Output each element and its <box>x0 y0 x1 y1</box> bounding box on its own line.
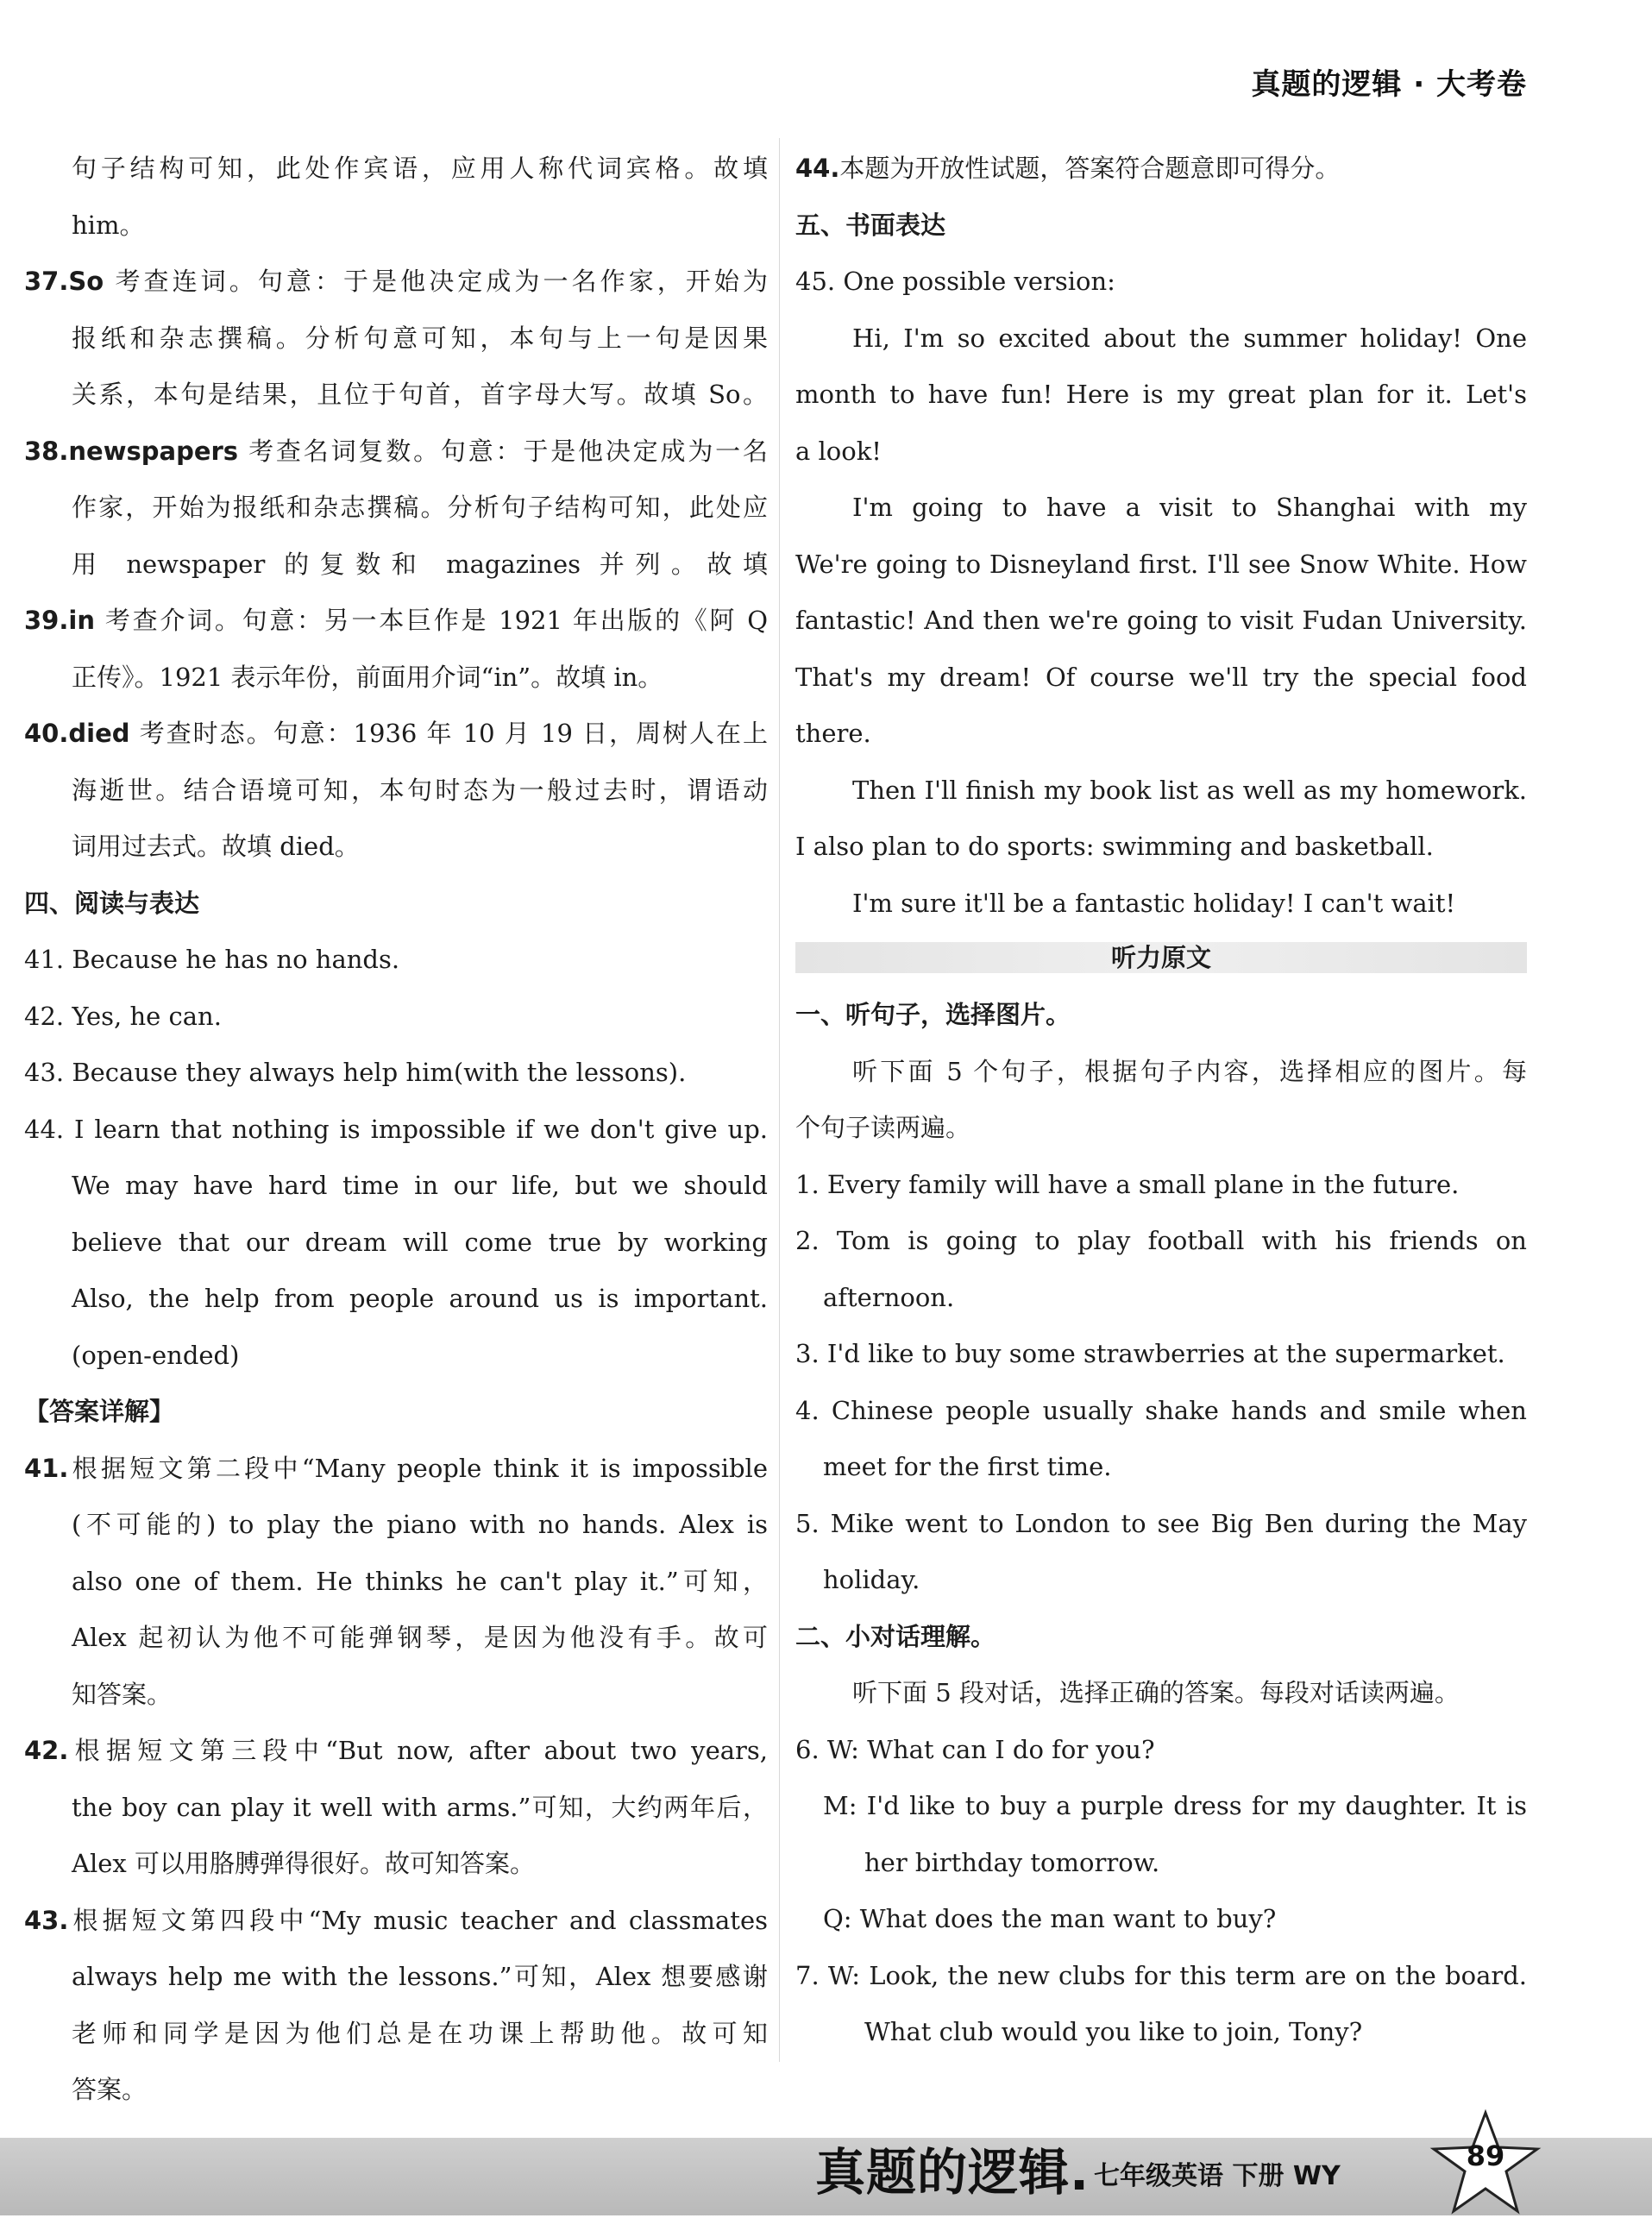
instruction-line: 听下面 5 段对话，选择正确的答案。每段对话读两遍。 <box>852 1678 1460 1707</box>
dialogue-6-w: 6. W: What can I do for you? <box>795 1734 1155 1764</box>
dialogue-6-q: Q: What does the man want to buy? <box>823 1904 1277 1933</box>
text-line: (不可能的) to play the piano with no hands. Alex is <box>72 1510 768 1539</box>
essay-line: I'm sure it'll be a fantastic holiday! I can't wait! <box>852 888 1456 918</box>
answer-42: 42. Yes, he can. <box>24 1001 222 1031</box>
text-line: Alex 起初认为他不可能弹钢琴，是因为他没有手。故可 <box>72 1623 768 1652</box>
text-line: (open-ended) <box>72 1340 240 1370</box>
text-line: 海逝世。结合语境可知，本句时态为一般过去时，谓语动 <box>72 775 768 805</box>
explanation-43: 43.根据短文第四段中“My music teacher and classmates <box>24 1905 768 1935</box>
column-divider <box>779 138 780 2062</box>
text-line: 答案。 <box>72 2075 148 2104</box>
dialogue-7-w: 7. W: Look, the new clubs for this term are on the board. <box>795 1960 1527 1990</box>
instruction-line: 个句子读两遍。 <box>795 1113 971 1142</box>
text-line: What club would you like to join, Tony? <box>864 2017 1363 2046</box>
essay-line: Hi, I'm so excited about the summer holiday! One <box>852 323 1527 353</box>
text-line: 正传》。1921 表示年份，前面用介词“in”。故填 in。 <box>72 662 663 692</box>
text-line: 关系，本句是结果，且位于句首，首字母大写。故填 So。 <box>72 380 768 409</box>
left-column <box>24 141 768 2119</box>
sentence-2: 2. Tom is going to play football with his friends on <box>795 1226 1527 1255</box>
answer-44: 44. I learn that nothing is impossible if we don't give up. <box>24 1114 768 1144</box>
essay-line: a look! <box>795 436 882 466</box>
text-line: also one of them. He thinks he can't play it.”可知， <box>72 1566 768 1596</box>
instruction-line: 听下面 5 个句子，根据句子内容，选择相应的图片。每 <box>852 1056 1527 1086</box>
text-line: afternoon. <box>823 1282 955 1312</box>
essay-line: I also plan to do sports: swimming and basketball. <box>795 832 1434 861</box>
answer-45-intro: 45. One possible version: <box>795 267 1115 296</box>
text-line: always help me with the lessons.”可知，Alex 想要感谢 <box>72 1962 768 1991</box>
text-line: 词用过去式。故填 died。 <box>72 832 360 861</box>
text-line: Also, the help from people around us is important. <box>72 1284 768 1313</box>
text-line: believe that our dream will come true by working <box>72 1227 768 1257</box>
text-line: 老师和同学是因为他们总是在功课上帮助他。故可知 <box>72 2018 768 2048</box>
essay-line: there. <box>795 719 871 748</box>
answer-38: 38.newspapers 考查名词复数。句意：于是他决定成为一名 <box>24 436 768 466</box>
right-column <box>795 141 1527 2061</box>
dialogue-6-m: M: I'd like to buy a purple dress for my daughter. It is <box>823 1791 1527 1820</box>
explanation-42: 42.根据短文第三段中“But now, after about two years, <box>24 1736 768 1765</box>
text-line: 报纸和杂志撰稿。分析句意可知，本句与上一句是因果 <box>72 323 768 353</box>
text-line: We may have hard time in our life, but we should <box>72 1171 768 1200</box>
text-line: holiday. <box>823 1565 920 1594</box>
essay-line: Then I'll finish my book list as well as my homework. <box>852 775 1527 805</box>
essay-line: That's my dream! Of course we'll try the special food <box>795 662 1527 692</box>
text-line: meet for the first time. <box>823 1452 1112 1481</box>
text-line: 用 newspaper 的复数和 magazines 并列。故填 <box>72 549 768 579</box>
answer-37: 37.So 考查连词。句意：于是他决定成为一名作家，开始为 <box>24 267 768 296</box>
text-line: 句子结构可知，此处作宾语，应用人称代词宾格。故填 <box>72 154 768 183</box>
text-line: 作家，开始为报纸和杂志撰稿。分析句子结构可知，此处应 <box>72 493 768 522</box>
explanation-41: 41.根据短文第二段中“Many people think it is impossible <box>24 1453 768 1483</box>
text-line: Alex 可以用胳膊弹得很好。故可知答案。 <box>72 1849 535 1878</box>
answer-40: 40.died 考查时态。句意：1936 年 10 月 19 日，周树人在上 <box>24 719 768 748</box>
text-line: the boy can play it well with arms.”可知，大约两年后， <box>72 1792 768 1822</box>
explanation-heading: 【答案详解】 <box>24 1397 175 1426</box>
answer-39: 39.in 考查介词。句意：另一本巨作是 1921 年出版的《阿 Q <box>24 606 768 635</box>
text-line: her birthday tomorrow. <box>864 1847 1160 1877</box>
essay-line: I'm going to have a visit to Shanghai with my <box>852 493 1527 522</box>
answer-41: 41. Because he has no hands. <box>24 945 400 974</box>
running-header: 真题的逻辑 · 大考卷 <box>1251 67 1527 102</box>
sentence-1: 1. Every family will have a small plane in the future. <box>795 1169 1460 1199</box>
text-line: 知答案。 <box>72 1679 173 1709</box>
essay-line: fantastic! And then we're going to visit Fudan University. <box>795 606 1527 635</box>
answer-44-writing: 44.本题为开放性试题，答案符合题意即可得分。 <box>795 154 1341 183</box>
answer-43: 43. Because they always help him(with the lessons). <box>24 1058 687 1087</box>
footer-book-info: 七年级英语 下册 WY <box>1094 2161 1341 2191</box>
part1-heading: 一、听句子，选择图片。 <box>795 1000 1071 1029</box>
section-heading-writing: 五、书面表达 <box>795 210 946 240</box>
part2-heading: 二、小对话理解。 <box>795 1621 996 1651</box>
page-number: 89 <box>1466 2140 1505 2172</box>
essay-line: month to have fun! Here is my great plan for it. Let's <box>795 380 1527 409</box>
sentence-3: 3. I'd like to buy some strawberries at the supermarket. <box>795 1339 1505 1368</box>
section-heading-reading: 四、阅读与表达 <box>24 888 200 918</box>
footer-brand: 真题的逻辑. <box>815 2143 1090 2202</box>
text-line: him。 <box>72 210 145 240</box>
listening-script-banner: 听力原文 <box>795 942 1527 973</box>
sentence-5: 5. Mike went to London to see Big Ben during the May <box>795 1508 1527 1538</box>
essay-line: We're going to Disneyland first. I'll see Snow White. How <box>795 549 1527 579</box>
sentence-4: 4. Chinese people usually shake hands and smile when <box>795 1395 1527 1425</box>
